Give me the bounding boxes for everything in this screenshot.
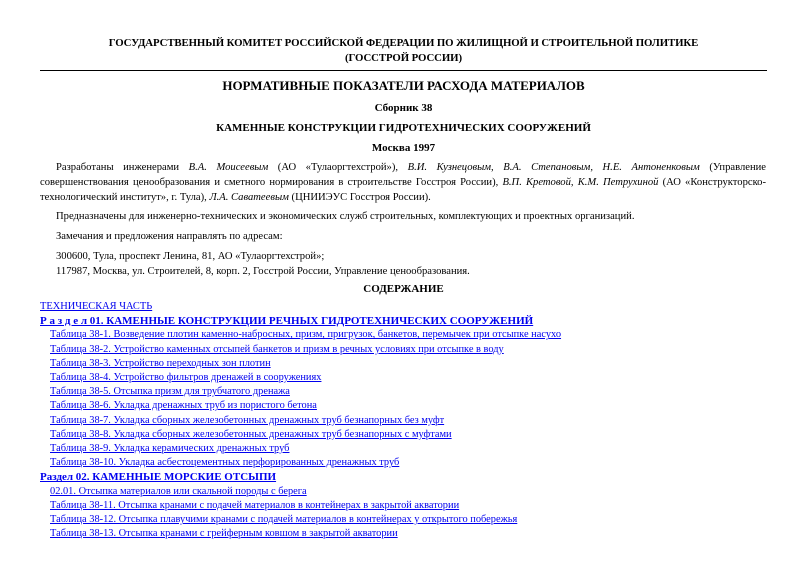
document-subtitle: КАМЕННЫЕ КОНСТРУКЦИИ ГИДРОТЕХНИЧЕСКИХ СООРУЖЕНИЙ <box>216 122 591 134</box>
toc-link-table-38-1[interactable]: Таблица 38-1. Возведение плотин каменно-набросных, призм, пригрузок, банкетов, перемычек при отсыпке насухо <box>50 329 562 341</box>
toc-link-section-02[interactable]: Раздел 02. КАМЕННЫЕ МОРСКИЕ ОТСЫПИ <box>40 471 277 484</box>
developer-name: Л.А. Саватеевым <box>209 192 289 203</box>
address-moscow: 117987, Москва, ул. Строителей, 8, корп. 2, Госстрой России, Управление ценообразования. <box>56 266 470 277</box>
toc-link-table-38-12[interactable]: Таблица 38-12. Отсыпка плавучими кранами с подачей материалов в контейнерах у открытого побережья <box>50 514 518 526</box>
city-year: Москва 1997 <box>371 142 436 154</box>
developer-name: В.А. Моисеевым <box>188 162 269 173</box>
toc-link-table-38-2[interactable]: Таблица 38-2. Устройство каменных отсыпей банкетов и призм в речных условиях при отсыпке в воду <box>50 343 504 355</box>
address-tula: 300600, Тула, проспект Ленина, 81, АО «Тулаоргтехстрой»; <box>56 251 325 262</box>
toc-link-table-38-13[interactable]: Таблица 38-13. Отсыпка кранами с грейферным ковшом в закрытой акватории <box>50 528 398 540</box>
toc-link-subsection-02-01[interactable]: 02.01. Отсыпка материалов или скальной породы с берега <box>50 485 307 497</box>
developer-name: В.И. Кузнецовым, В.А. Степановым, Н.Е. Антоненковым <box>407 162 700 173</box>
document-title: НОРМАТИВНЫЕ ПОКАЗАТЕЛИ РАСХОДА МАТЕРИАЛОВ <box>222 78 585 93</box>
developer-name: В.П. Кретовой, К.М. Петрухиной <box>502 177 659 188</box>
org-name-line1: ГОСУДАРСТВЕННЫЙ КОМИТЕТ РОССИЙСКОЙ ФЕДЕРАЦИИ ПО ЖИЛИЩНОЙ И СТРОИТЕЛЬНОЙ ПОЛИТИКЕ <box>108 37 699 49</box>
toc-link-table-38-10[interactable]: Таблица 38-10. Укладка асбестоцементных перфорированных дренажных труб <box>50 457 400 469</box>
toc-link-table-38-11[interactable]: Таблица 38-11. Отсыпка кранами с подачей материалов в контейнерах в закрытой акватории <box>50 499 460 511</box>
toc-link-table-38-8[interactable]: Таблица 38-8. Укладка сборных железобетонных дренажных труб безнапорных с муфтами <box>50 428 452 440</box>
toc-link-table-38-7[interactable]: Таблица 38-7. Укладка сборных железобетонных дренажных труб безнапорных без муфт <box>50 414 445 426</box>
collection-number: Сборник 38 <box>374 102 433 114</box>
purpose-paragraph: Предназначены для инженерно-технических и экономических служб строительных, комплектующих и проектных организаций. <box>56 211 635 222</box>
org-name-line2: (ГОССТРОЙ РОССИИ) <box>345 52 462 64</box>
notes-intro: Замечания и предложения направлять по адресам: <box>56 231 283 242</box>
toc-title: СОДЕРЖАНИЕ <box>363 283 444 295</box>
toc-link-table-38-4[interactable]: Таблица 38-4. Устройство фильтров дренажей в сооружениях <box>50 372 322 384</box>
developers-paragraph: Разработаны инженерами В.А. Моисеевым (АО «Тулаоргтехстрой»), В.И. Кузнецовым, В.А. Степановым, Н.Е. Антоненковым (Управление совершенствования ценообразования и сметного нормирования в строительстве Госстроя России), В.П. Кретовой, К.М. Петрухиной (АО «Конструкторско-технологический институт», г. Тула), Л.А. Саватеевым (ЦНИИЭУС Госстроя России). <box>40 162 767 203</box>
toc-link-table-38-6[interactable]: Таблица 38-6. Укладка дренажных труб из пористого бетона <box>50 400 317 412</box>
toc-link-table-38-9[interactable]: Таблица 38-9. Укладка керамических дренажных труб <box>50 443 290 455</box>
toc-link-table-38-5[interactable]: Таблица 38-5. Отсыпка призм для трубчатого дренажа <box>50 386 290 398</box>
toc-link-table-38-3[interactable]: Таблица 38-3. Устройство переходных зон плотин <box>50 357 271 369</box>
toc-link-technical-part[interactable]: ТЕХНИЧЕСКАЯ ЧАСТЬ <box>40 301 153 312</box>
header-divider <box>40 70 767 71</box>
toc-link-section-01[interactable]: Р а з д е л 01. КАМЕННЫЕ КОНСТРУКЦИИ РЕЧНЫХ ГИДРОТЕХНИЧЕСКИХ СООРУЖЕНИЙ <box>40 315 534 328</box>
table-of-contents <box>40 300 780 541</box>
